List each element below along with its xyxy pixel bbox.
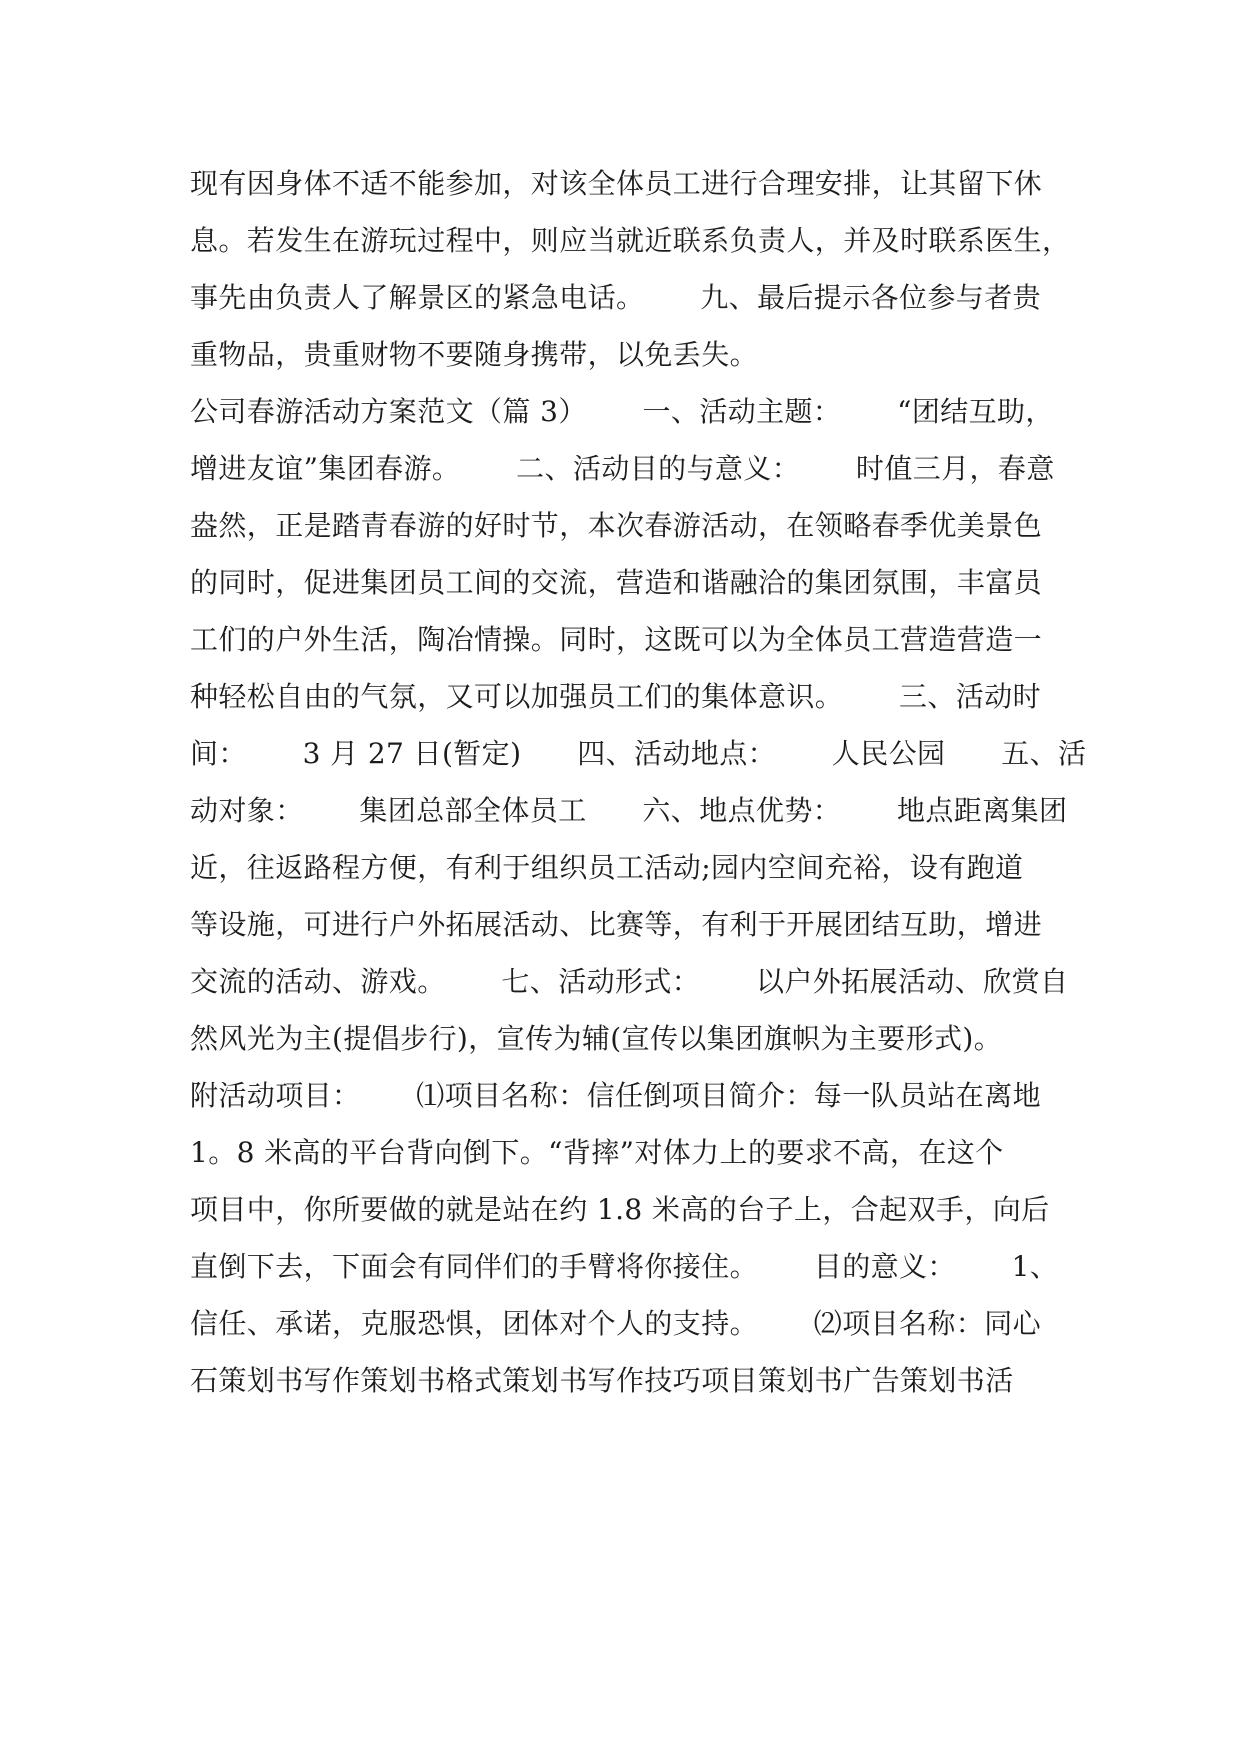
- text-line: 直倒下去，下面会有同伴们的手臂将你接住。 目的意义： 1、: [190, 1250, 1059, 1283]
- text-line: 事先由负责人了解景区的紧急电话。 九、最后提示各位参与者贵: [190, 281, 1042, 314]
- text-line: 工们的户外生活，陶冶情操。同时，这既可以为全体员工营造营造一: [190, 623, 1043, 656]
- text-line: 1。8 米高的平台背向倒下。“背摔”对体力上的要求不高，在这个: [190, 1136, 1004, 1169]
- text-line: 信任、承诺，克服恐惧，团体对个人的支持。 ⑵项目名称：同心: [190, 1307, 1042, 1340]
- text-line: 然风光为主(提倡步行)，宣传为辅(宣传以集团旗帜为主要形式)。: [190, 1022, 1003, 1055]
- text-line: 项目中，你所要做的就是站在约 1.8 米高的台子上，合起双手，向后: [190, 1193, 1050, 1226]
- text-line: 息。若发生在游玩过程中，则应当就近联系负责人，并及时联系医生，: [190, 224, 1071, 257]
- text-line: 重物品，贵重财物不要随身携带，以免丢失。: [190, 338, 759, 371]
- text-line: 现有因身体不适不能参加，对该全体员工进行合理安排，让其留下休: [190, 167, 1043, 200]
- text-line: 间： 3 月 27 日(暂定) 四、活动地点： 人民公园 五、活: [190, 737, 1087, 770]
- text-line: 种轻松自由的气氛，又可以加强员工们的集体意识。 三、活动时: [190, 680, 1042, 713]
- text-line: 近，往返路程方便，有利于组织员工活动;园内空间充裕，设有跑道: [190, 851, 1024, 884]
- text-line: 交流的活动、游戏。 七、活动形式： 以户外拓展活动、欣赏自: [190, 965, 1069, 998]
- text-line: 动对象： 集团总部全体员工 六、地点优势： 地点距离集团: [190, 794, 1068, 827]
- text-line: 的同时，促进集团员工间的交流，营造和谐融洽的集团氛围，丰富员: [190, 566, 1043, 599]
- text-line: 石策划书写作策划书格式策划书写作技巧项目策划书广告策划书活: [190, 1364, 1014, 1397]
- text-line: 等设施，可进行户外拓展活动、比赛等，有利于开展团结互助，增进: [190, 908, 1043, 941]
- text-line: 附活动项目： ⑴项目名称：信任倒项目简介：每一队员站在离地: [190, 1079, 1042, 1112]
- text-line: 公司春游活动方案范文（篇 3） 一、活动主题： “团结互助，: [190, 395, 1054, 428]
- text-line: 增进友谊”集团春游。 二、活动目的与意义： 时值三月，春意: [190, 452, 1055, 485]
- text-line: 盎然，正是踏青春游的好时节，本次春游活动，在领略春季优美景色: [190, 509, 1043, 542]
